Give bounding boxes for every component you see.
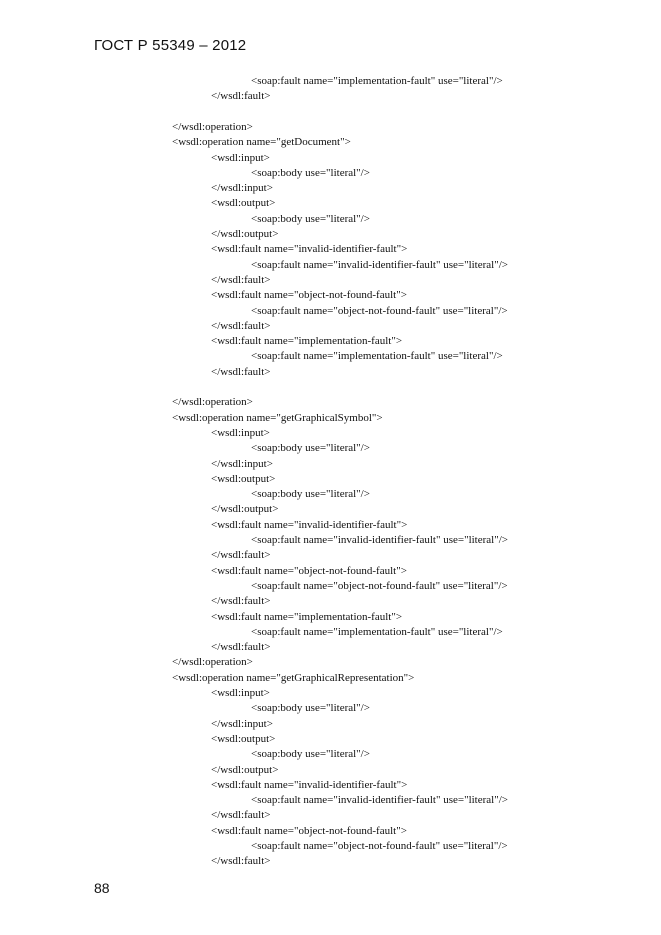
code-line: <soap:fault name="object-not-found-fault" use="literal"/>: [251, 840, 508, 852]
code-line: <soap:fault name="object-not-found-fault" use="literal"/>: [251, 579, 508, 592]
code-line: <soap:body use="literal"/>: [251, 488, 370, 501]
code-line: </wsdl:input>: [211, 457, 273, 470]
code-line: </wsdl:fault>: [211, 549, 271, 562]
code-line: </wsdl:operation>: [172, 656, 253, 669]
code-line: <soap:fault name="invalid-identifier-fault" use="literal"/>: [251, 258, 508, 271]
code-line: </wsdl:output>: [211, 228, 279, 240]
code-line: <wsdl:fault name="implementation-fault">: [211, 610, 403, 623]
code-line: </wsdl:fault>: [211, 319, 271, 332]
code-line: </wsdl:output>: [211, 503, 279, 516]
code-line: <wsdl:fault name="invalid-identifier-fault">: [211, 518, 408, 531]
code-line: <soap:fault name="implementation-fault" use="literal"/>: [251, 75, 503, 87]
code-line: <wsdl:operation name="getGraphicalRepresentation">: [172, 671, 415, 684]
code-line: <soap:fault name="object-not-found-fault" use="literal"/>: [251, 304, 508, 317]
code-line: </wsdl:fault>: [211, 809, 271, 822]
code-line: <wsdl:fault name="implementation-fault">: [211, 335, 403, 348]
code-line: <soap:body use="literal"/>: [251, 442, 370, 455]
code-line: <wsdl:fault name="object-not-found-fault">: [211, 824, 407, 837]
code-line: <wsdl:output>: [211, 732, 276, 745]
code-line: <soap:fault name="implementation-fault" use="literal"/>: [251, 350, 503, 363]
code-line: </wsdl:input>: [211, 182, 273, 195]
code-line: <wsdl:input>: [211, 426, 270, 439]
code-line: </wsdl:fault>: [211, 273, 271, 286]
code-line: <soap:body use="literal"/>: [251, 212, 370, 225]
code-line: </wsdl:fault>: [211, 855, 271, 868]
code-line: <soap:body use="literal"/>: [251, 702, 370, 715]
code-line: </wsdl:output>: [211, 763, 279, 776]
code-line: <wsdl:fault name="invalid-identifier-fault">: [211, 243, 408, 256]
code-line: <soap:body use="literal"/>: [251, 748, 370, 761]
code-line: <wsdl:input>: [211, 151, 270, 164]
code-line: <wsdl:operation name="getDocument">: [172, 136, 351, 149]
page-header: ГОСТ Р 55349 – 2012: [94, 37, 247, 54]
code-line: </wsdl:fault>: [211, 641, 271, 654]
code-line: <wsdl:fault name="object-not-found-fault">: [211, 564, 407, 577]
code-line: </wsdl:fault>: [211, 90, 271, 103]
code-line: <wsdl:output>: [211, 472, 276, 485]
code-line: </wsdl:fault>: [211, 365, 271, 378]
code-line: </wsdl:input>: [211, 717, 273, 730]
code-line: <soap:fault name="invalid-identifier-fault" use="literal"/>: [251, 794, 508, 807]
code-line: <soap:body use="literal"/>: [251, 166, 370, 179]
code-line: </wsdl:operation>: [172, 120, 253, 133]
code-line: <soap:fault name="implementation-fault" use="literal"/>: [251, 625, 503, 638]
code-line: </wsdl:operation>: [172, 396, 253, 409]
code-line: <wsdl:fault name="invalid-identifier-fault">: [211, 778, 408, 791]
page-number: 88: [94, 880, 110, 896]
code-line: </wsdl:fault>: [211, 595, 271, 608]
code-line: <soap:fault name="invalid-identifier-fault" use="literal"/>: [251, 534, 508, 546]
code-line: <wsdl:fault name="object-not-found-fault">: [211, 289, 407, 302]
code-line: <wsdl:input>: [211, 687, 270, 699]
code-line: <wsdl:operation name="getGraphicalSymbol">: [172, 411, 383, 424]
code-line: <wsdl:output>: [211, 197, 276, 210]
